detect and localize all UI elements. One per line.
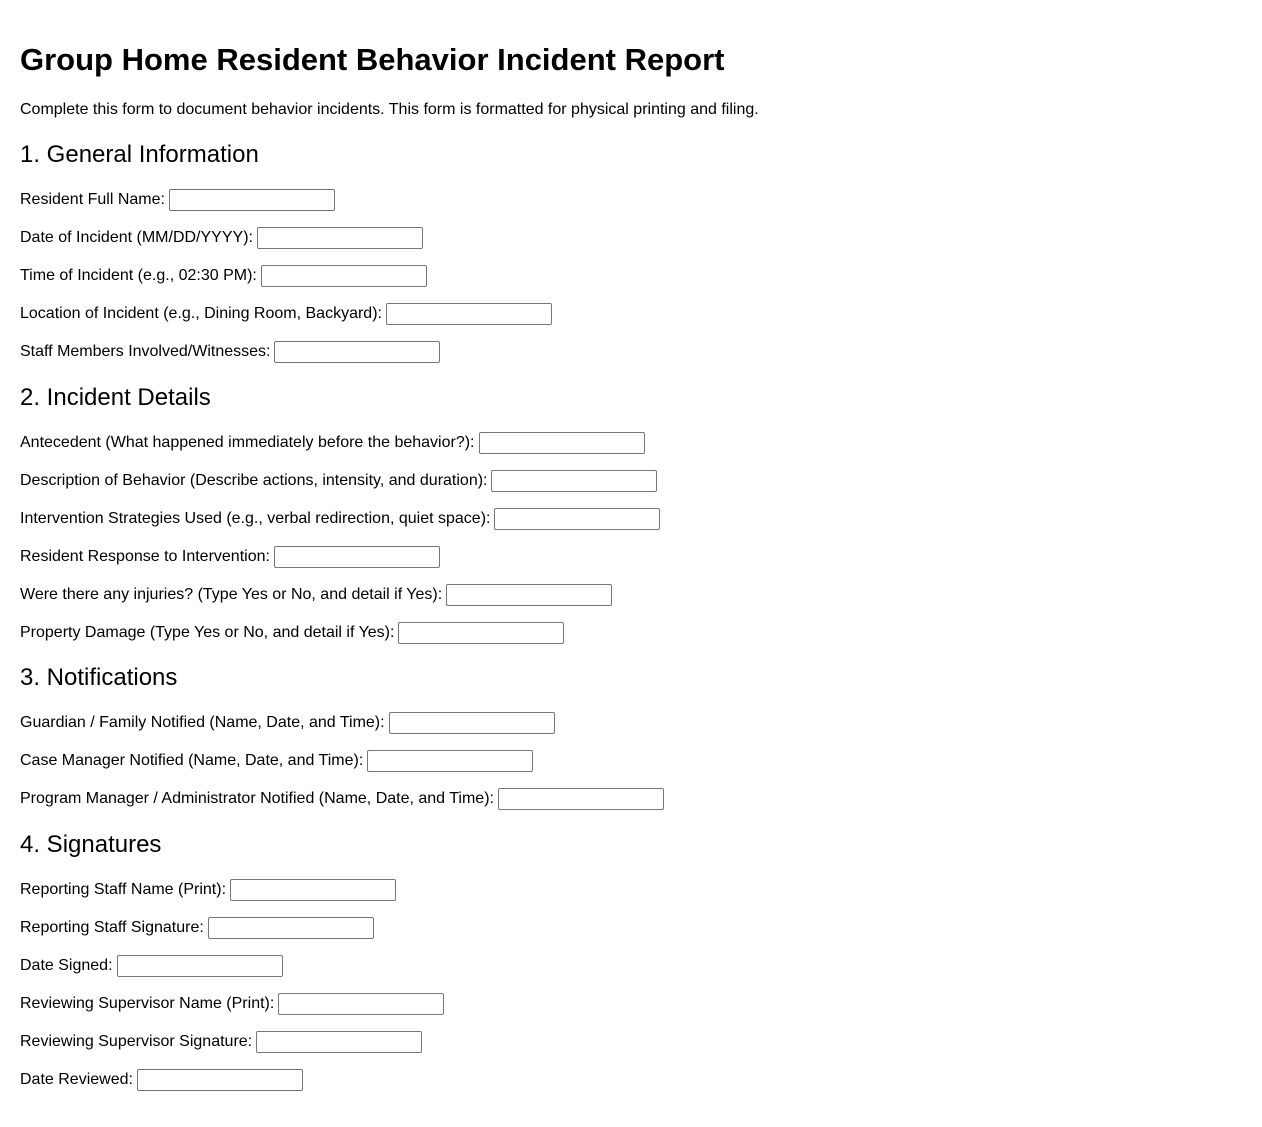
- field-row-intervention-strategies: [20, 507, 660, 531]
- field-row-guardian-notified: [20, 711, 555, 735]
- antecedent-input[interactable]: [479, 432, 645, 454]
- reviewing-supervisor-signature-label: Reviewing Supervisor Signature:: [20, 1033, 253, 1050]
- date-of-incident-input[interactable]: [257, 227, 423, 249]
- section-heading-notifications: 3. Notifications: [20, 664, 178, 691]
- field-row-reporting-staff-signature: [20, 916, 374, 940]
- injuries-input[interactable]: [446, 584, 612, 606]
- date-reviewed-label: Date Reviewed:: [20, 1071, 133, 1088]
- section-heading-signatures: 4. Signatures: [20, 831, 162, 858]
- field-row-date-of-incident: [20, 226, 423, 250]
- field-row-case-manager-notified: [20, 749, 533, 773]
- reporting-staff-name-input[interactable]: [230, 879, 396, 901]
- antecedent-label: Antecedent (What happened immediately before the behavior?):: [20, 434, 475, 451]
- reviewing-supervisor-signature-input[interactable]: [256, 1031, 422, 1053]
- field-row-reporting-staff-name: [20, 878, 396, 902]
- field-row-description-of-behavior: [20, 469, 657, 493]
- case-manager-notified-label: Case Manager Notified (Name, Date, and Time):: [20, 752, 364, 769]
- intervention-strategies-label: Intervention Strategies Used (e.g., verbal redirection, quiet space):: [20, 510, 491, 527]
- field-row-reviewing-supervisor-name: [20, 992, 444, 1016]
- program-manager-notified-input[interactable]: [498, 788, 664, 810]
- resident-response-input[interactable]: [274, 546, 440, 568]
- property-damage-label: Property Damage (Type Yes or No, and detail if Yes):: [20, 624, 395, 641]
- field-row-property-damage: [20, 621, 564, 645]
- field-row-date-reviewed: [20, 1068, 303, 1092]
- section-heading-incident-details: 2. Incident Details: [20, 384, 211, 411]
- field-row-date-signed: [20, 954, 283, 978]
- field-row-location-of-incident: [20, 302, 552, 326]
- field-row-staff-members-involved: [20, 340, 440, 364]
- reviewing-supervisor-name-label: Reviewing Supervisor Name (Print):: [20, 995, 275, 1012]
- page-title: Group Home Resident Behavior Incident Report: [20, 42, 725, 77]
- field-row-time-of-incident: [20, 264, 427, 288]
- property-damage-input[interactable]: [398, 622, 564, 644]
- guardian-notified-input[interactable]: [389, 712, 555, 734]
- reporting-staff-signature-label: Reporting Staff Signature:: [20, 919, 204, 936]
- resident-full-name-label: Resident Full Name:: [20, 191, 165, 208]
- reporting-staff-name-label: Reporting Staff Name (Print):: [20, 881, 227, 898]
- guardian-notified-label: Guardian / Family Notified (Name, Date, and Time):: [20, 714, 385, 731]
- location-of-incident-input[interactable]: [386, 303, 552, 325]
- reviewing-supervisor-name-input[interactable]: [278, 993, 444, 1015]
- date-of-incident-label: Date of Incident (MM/DD/YYYY):: [20, 229, 253, 246]
- field-row-injuries: [20, 583, 612, 607]
- field-row-antecedent: [20, 431, 645, 455]
- date-reviewed-input[interactable]: [137, 1069, 303, 1091]
- date-signed-label: Date Signed:: [20, 957, 113, 974]
- form-intro: Complete this form to document behavior incidents. This form is formatted for physical printing and filing.: [20, 101, 759, 118]
- field-row-resident-response: [20, 545, 440, 569]
- staff-members-involved-input[interactable]: [274, 341, 440, 363]
- location-of-incident-label: Location of Incident (e.g., Dining Room, Backyard):: [20, 305, 382, 322]
- field-row-reviewing-supervisor-signature: [20, 1030, 422, 1054]
- program-manager-notified-label: Program Manager / Administrator Notified (Name, Date, and Time):: [20, 790, 494, 807]
- staff-members-involved-label: Staff Members Involved/Witnesses:: [20, 343, 271, 360]
- description-of-behavior-input[interactable]: [491, 470, 657, 492]
- resident-response-label: Resident Response to Intervention:: [20, 548, 270, 565]
- reporting-staff-signature-input[interactable]: [208, 917, 374, 939]
- time-of-incident-label: Time of Incident (e.g., 02:30 PM):: [20, 267, 257, 284]
- resident-full-name-input[interactable]: [169, 189, 335, 211]
- field-row-program-manager-notified: [20, 787, 664, 811]
- description-of-behavior-label: Description of Behavior (Describe actions, intensity, and duration):: [20, 472, 488, 489]
- date-signed-input[interactable]: [117, 955, 283, 977]
- injuries-label: Were there any injuries? (Type Yes or No, and detail if Yes):: [20, 586, 443, 603]
- case-manager-notified-input[interactable]: [367, 750, 533, 772]
- intervention-strategies-input[interactable]: [494, 508, 660, 530]
- field-row-resident-full-name: [20, 188, 335, 212]
- section-heading-general-information: 1. General Information: [20, 141, 259, 168]
- time-of-incident-input[interactable]: [261, 265, 427, 287]
